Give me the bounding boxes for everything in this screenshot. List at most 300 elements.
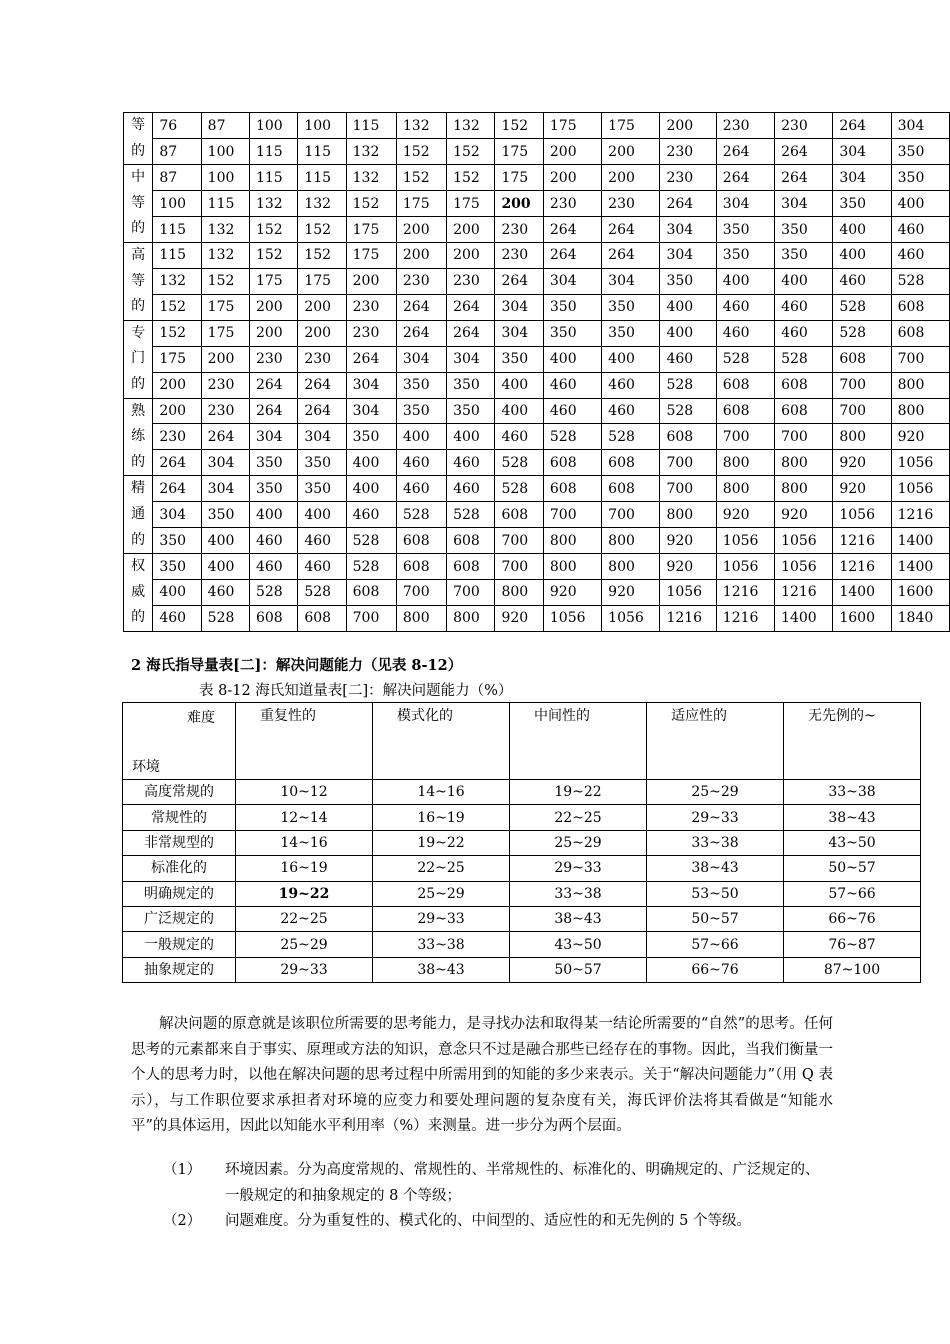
table-cell: 700 — [775, 424, 833, 450]
table-cell: 528 — [660, 372, 716, 398]
table-cell: 152 — [447, 165, 495, 191]
table-row — [123, 780, 921, 805]
table-cell: 1056 — [775, 528, 833, 554]
table-cell: 230 — [346, 320, 396, 346]
table-row — [124, 217, 950, 243]
table-cell: 700 — [543, 502, 601, 528]
table-cell: 175 — [346, 217, 396, 243]
table-cell: 175 — [495, 139, 543, 165]
table-cell: 350 — [447, 372, 495, 398]
level-label-char: 的 — [131, 609, 146, 626]
table-cell: 528 — [833, 320, 891, 346]
table-row — [123, 906, 921, 931]
table-cell: 264 — [833, 113, 891, 139]
table-cell: 22~25 — [510, 805, 647, 830]
table-cell: 230 — [495, 217, 543, 243]
table-cell: 200 — [396, 217, 446, 243]
table-cell: 608 — [602, 450, 660, 476]
table-cell: 800 — [833, 424, 891, 450]
table-cell: 460 — [775, 320, 833, 346]
level-label-char: 权 — [131, 558, 146, 575]
table-cell: 152 — [346, 191, 396, 217]
table-cell: 22~25 — [236, 906, 373, 931]
table-cell: 264 — [447, 320, 495, 346]
table-cell: 200 — [602, 139, 660, 165]
table-row — [124, 554, 950, 580]
table-cell: 400 — [447, 424, 495, 450]
table-cell: 132 — [201, 217, 249, 243]
table-cell: 800 — [543, 528, 601, 554]
table-cell: 460 — [716, 320, 774, 346]
table-cell: 528 — [660, 398, 716, 424]
table-cell: 400 — [602, 346, 660, 372]
table-cell: 350 — [891, 139, 949, 165]
corner-header — [123, 703, 236, 780]
table-cell: 700 — [602, 502, 660, 528]
table-cell: 264 — [775, 165, 833, 191]
table-cell: 800 — [775, 450, 833, 476]
table-cell: 100 — [201, 139, 249, 165]
table-row — [124, 528, 950, 554]
row-label: 高度常规的 — [123, 780, 236, 805]
table-cell: 400 — [775, 268, 833, 294]
table-cell: 304 — [396, 346, 446, 372]
table-row — [124, 476, 950, 502]
table-cell: 29~33 — [373, 906, 510, 931]
table-cell: 175 — [201, 294, 249, 320]
table-cell: 16~19 — [236, 856, 373, 881]
table-cell: 29~33 — [510, 856, 647, 881]
table-cell: 25~29 — [236, 932, 373, 957]
table-cell: 304 — [602, 268, 660, 294]
table-cell: 528 — [716, 346, 774, 372]
level-label-char: 的 — [131, 453, 146, 470]
table-cell: 132 — [201, 242, 249, 268]
table-cell: 115 — [249, 165, 297, 191]
table-cell: 400 — [495, 372, 543, 398]
table-cell: 200 — [447, 217, 495, 243]
table-cell: 22~25 — [373, 856, 510, 881]
level-label-char: 的 — [131, 142, 146, 159]
table-cell: 350 — [153, 528, 201, 554]
table-cell: 350 — [298, 476, 346, 502]
table-cell: 400 — [833, 242, 891, 268]
table-cell: 33~38 — [373, 932, 510, 957]
table-cell: 350 — [495, 346, 543, 372]
table-cell: 460 — [249, 554, 297, 580]
level-label-char: 的 — [131, 298, 146, 315]
table-cell: 115 — [298, 139, 346, 165]
table-cell: 230 — [543, 191, 601, 217]
table-cell: 264 — [543, 217, 601, 243]
table-cell: 175 — [153, 346, 201, 372]
table-cell: 528 — [891, 268, 949, 294]
table-cell: 152 — [447, 139, 495, 165]
table-cell: 800 — [543, 554, 601, 580]
table-cell: 132 — [153, 268, 201, 294]
table-cell: 920 — [833, 450, 891, 476]
table-cell: 350 — [298, 450, 346, 476]
table-cell: 400 — [495, 398, 543, 424]
table-cell: 1216 — [833, 528, 891, 554]
table-cell: 152 — [153, 294, 201, 320]
table-row — [123, 805, 921, 830]
table-cell: 460 — [249, 528, 297, 554]
table-cell: 800 — [660, 502, 716, 528]
table-cell: 152 — [495, 113, 543, 139]
table-cell: 10~12 — [236, 780, 373, 805]
table-cell: 400 — [660, 294, 716, 320]
table-cell: 230 — [346, 294, 396, 320]
table-cell: 350 — [249, 450, 297, 476]
table-cell: 230 — [716, 113, 774, 139]
table-cell: 608 — [833, 346, 891, 372]
table-cell: 528 — [249, 580, 297, 606]
table-cell: 350 — [833, 191, 891, 217]
table-cell: 350 — [249, 476, 297, 502]
table-cell: 304 — [346, 398, 396, 424]
table-cell: 350 — [602, 320, 660, 346]
table-cell: 700 — [447, 580, 495, 606]
level-label-char: 精 — [131, 480, 146, 497]
table-cell: 400 — [543, 346, 601, 372]
table-cell: 200 — [346, 268, 396, 294]
table-cell: 1216 — [660, 605, 716, 631]
table-cell: 1056 — [891, 476, 949, 502]
table-cell: 304 — [201, 476, 249, 502]
table-cell: 115 — [249, 139, 297, 165]
table-cell: 460 — [891, 242, 949, 268]
table-cell: 400 — [298, 502, 346, 528]
table-cell: 920 — [543, 580, 601, 606]
level-label-char: 等 — [131, 272, 146, 289]
table-cell: 230 — [201, 372, 249, 398]
column-header: 无先例的~ — [784, 703, 921, 780]
table-cell: 200 — [543, 139, 601, 165]
table-cell: 132 — [249, 191, 297, 217]
table-cell: 132 — [447, 113, 495, 139]
table-cell: 264 — [298, 398, 346, 424]
table-cell: 304 — [495, 294, 543, 320]
table-cell: 304 — [298, 424, 346, 450]
level-label — [124, 398, 153, 476]
list-text: 环境因素。分为高度常规的、常规性的、半常规性的、标准化的、明确规定的、广泛规定的、一般规定的和抽象规定的 8 个等级； — [225, 1162, 820, 1204]
table-cell: 25~29 — [510, 830, 647, 855]
table-row — [124, 372, 950, 398]
table-cell: 800 — [602, 554, 660, 580]
table-cell: 304 — [833, 165, 891, 191]
table-cell: 16~19 — [373, 805, 510, 830]
row-label: 常规性的 — [123, 805, 236, 830]
table-cell: 87 — [201, 113, 249, 139]
table-cell: 152 — [201, 268, 249, 294]
table-cell: 800 — [396, 605, 446, 631]
table-cell: 800 — [775, 476, 833, 502]
table-cell: 800 — [716, 476, 774, 502]
table-cell: 264 — [396, 320, 446, 346]
table-cell: 175 — [495, 165, 543, 191]
table-cell: 608 — [775, 398, 833, 424]
table-cell: 528 — [346, 554, 396, 580]
table-cell: 350 — [201, 502, 249, 528]
table-cell: 264 — [775, 139, 833, 165]
table-cell: 264 — [602, 217, 660, 243]
table-cell: 460 — [298, 528, 346, 554]
table-cell: 115 — [201, 191, 249, 217]
table-cell: 460 — [346, 502, 396, 528]
table-cell: 1400 — [891, 554, 949, 580]
table-cell: 87 — [153, 165, 201, 191]
table-cell: 264 — [716, 139, 774, 165]
table-row — [124, 502, 950, 528]
table-cell: 700 — [660, 476, 716, 502]
level-label-char: 通 — [131, 505, 146, 522]
table-cell: 350 — [447, 398, 495, 424]
level-label-char: 威 — [131, 583, 146, 600]
table-cell: 608 — [495, 502, 543, 528]
table-cell: 528 — [833, 294, 891, 320]
table-cell: 528 — [602, 424, 660, 450]
level-label — [124, 242, 153, 320]
table-cell: 264 — [543, 242, 601, 268]
table-cell: 400 — [201, 554, 249, 580]
table-cell: 608 — [543, 476, 601, 502]
table-cell: 304 — [249, 424, 297, 450]
table-cell: 460 — [447, 450, 495, 476]
table-cell: 460 — [298, 554, 346, 580]
table-cell: 400 — [833, 217, 891, 243]
table-cell: 230 — [660, 165, 716, 191]
table-cell: 76~87 — [784, 932, 921, 957]
table-cell: 264 — [298, 372, 346, 398]
table-cell: 528 — [396, 502, 446, 528]
column-header: 中间性的 — [510, 703, 647, 780]
table-cell: 608 — [891, 320, 949, 346]
table-cell: 800 — [495, 580, 543, 606]
table-row — [124, 139, 950, 165]
table-cell: 19~22 — [373, 830, 510, 855]
table-cell: 528 — [447, 502, 495, 528]
table-cell: 152 — [249, 242, 297, 268]
table-cell: 25~29 — [647, 780, 784, 805]
table-cell: 528 — [543, 424, 601, 450]
table-cell: 608 — [716, 398, 774, 424]
table-cell: 460 — [660, 346, 716, 372]
table-cell: 230 — [396, 268, 446, 294]
table-cell: 920 — [891, 424, 949, 450]
table-cell: 1056 — [833, 502, 891, 528]
level-label-char: 的 — [131, 531, 146, 548]
table-cell: 264 — [346, 346, 396, 372]
table-row — [123, 932, 921, 957]
table-cell: 50~57 — [784, 856, 921, 881]
table-cell: 920 — [660, 554, 716, 580]
table-cell: 1056 — [543, 605, 601, 631]
table-cell: 920 — [602, 580, 660, 606]
table-cell: 608 — [447, 554, 495, 580]
table-cell: 115 — [346, 113, 396, 139]
corner-environment-label: 环境 — [132, 759, 160, 775]
table-cell: 460 — [543, 372, 601, 398]
table-row — [123, 830, 921, 855]
table-cell: 1400 — [891, 528, 949, 554]
table-caption: 表 8-12 海氏知道量表[二]：解决问题能力（%） — [199, 683, 513, 699]
level-label-char: 等 — [131, 194, 146, 211]
table-cell: 38~43 — [373, 957, 510, 982]
table-cell: 175 — [249, 268, 297, 294]
table-cell: 920 — [495, 605, 543, 631]
table-cell: 230 — [447, 268, 495, 294]
table-cell: 608 — [602, 476, 660, 502]
list-number: （2） — [163, 1213, 202, 1229]
table-cell: 1216 — [775, 580, 833, 606]
table-cell: 304 — [153, 502, 201, 528]
table-cell: 152 — [153, 320, 201, 346]
table-cell: 200 — [602, 165, 660, 191]
table-cell: 66~76 — [647, 957, 784, 982]
table-cell: 264 — [602, 242, 660, 268]
table-cell: 14~16 — [373, 780, 510, 805]
table-cell: 350 — [660, 268, 716, 294]
table-cell: 304 — [495, 320, 543, 346]
table-cell: 66~76 — [784, 906, 921, 931]
table-cell: 608 — [716, 372, 774, 398]
table-cell: 1216 — [833, 554, 891, 580]
table-cell: 230 — [660, 139, 716, 165]
table-cell: 700 — [495, 554, 543, 580]
table-cell: 1400 — [833, 580, 891, 606]
table-cell: 460 — [833, 268, 891, 294]
table-cell: 400 — [346, 450, 396, 476]
table-cell: 700 — [660, 450, 716, 476]
level-label — [124, 165, 153, 243]
table-cell: 304 — [775, 191, 833, 217]
table-cell: 608 — [249, 605, 297, 631]
table-cell: 700 — [833, 372, 891, 398]
table-cell: 200 — [249, 320, 297, 346]
table-cell: 200 — [201, 346, 249, 372]
corner-difficulty-label: 难度 — [187, 710, 215, 726]
table-cell: 25~29 — [373, 881, 510, 906]
table-cell: 304 — [447, 346, 495, 372]
table-header-row — [123, 703, 921, 780]
table-row — [124, 268, 950, 294]
table-row — [124, 113, 950, 139]
table-cell: 304 — [201, 450, 249, 476]
table-cell: 175 — [602, 113, 660, 139]
table-cell: 460 — [396, 450, 446, 476]
table-row — [124, 165, 950, 191]
table-cell: 608 — [775, 372, 833, 398]
level-label-char: 门 — [131, 350, 146, 367]
table-cell: 43~50 — [510, 932, 647, 957]
table-cell: 700 — [716, 424, 774, 450]
table-cell: 38~43 — [510, 906, 647, 931]
table-cell: 608 — [660, 424, 716, 450]
table-cell: 608 — [396, 554, 446, 580]
table-cell: 350 — [346, 424, 396, 450]
table-cell: 1840 — [891, 605, 949, 631]
table-cell: 264 — [201, 424, 249, 450]
list-text: 问题难度。分为重复性的、模式化的、中间型的、适应性的和无先例的 5 个等级。 — [225, 1213, 751, 1229]
table-cell: 1600 — [833, 605, 891, 631]
row-label: 一般规定的 — [123, 932, 236, 957]
table-cell: 350 — [543, 294, 601, 320]
table-cell: 264 — [495, 268, 543, 294]
table-cell: 1216 — [716, 605, 774, 631]
level-label-char: 的 — [131, 220, 146, 237]
problem-solving-table — [122, 702, 921, 983]
table-cell: 230 — [602, 191, 660, 217]
table-cell: 460 — [543, 398, 601, 424]
table-cell: 304 — [660, 242, 716, 268]
table-cell: 460 — [495, 424, 543, 450]
table-cell: 400 — [201, 528, 249, 554]
table-cell: 920 — [775, 502, 833, 528]
table-cell: 304 — [660, 217, 716, 243]
table-cell: 350 — [602, 294, 660, 320]
table-cell: 1216 — [891, 502, 949, 528]
table-cell: 33~38 — [647, 830, 784, 855]
table-cell: 528 — [298, 580, 346, 606]
table-cell: 528 — [346, 528, 396, 554]
table-cell: 460 — [602, 372, 660, 398]
table-row — [124, 320, 950, 346]
row-label: 明确规定的 — [123, 881, 236, 906]
table-cell: 528 — [495, 476, 543, 502]
table-cell: 350 — [775, 242, 833, 268]
table-cell: 400 — [891, 191, 949, 217]
table-cell: 350 — [396, 398, 446, 424]
table-cell: 200 — [153, 372, 201, 398]
table-cell: 700 — [833, 398, 891, 424]
table-cell: 200 — [447, 242, 495, 268]
level-label-char: 的 — [131, 375, 146, 392]
table-row — [124, 294, 950, 320]
table-cell: 152 — [249, 217, 297, 243]
table-cell: 152 — [396, 165, 446, 191]
table-row — [123, 881, 921, 906]
table-cell: 1056 — [660, 580, 716, 606]
table-cell: 230 — [249, 346, 297, 372]
table-cell: 1056 — [602, 605, 660, 631]
table-row — [124, 346, 950, 372]
table-cell: 920 — [660, 528, 716, 554]
table-cell: 43~50 — [784, 830, 921, 855]
table-row — [123, 856, 921, 881]
table-cell: 132 — [346, 139, 396, 165]
table-cell: 200 — [153, 398, 201, 424]
table-cell: 800 — [891, 398, 949, 424]
table-cell: 200 — [660, 113, 716, 139]
table-cell: 700 — [346, 605, 396, 631]
level-label-char: 等 — [131, 117, 146, 133]
table-cell: 175 — [447, 191, 495, 217]
level-label-char: 高 — [131, 246, 146, 263]
table-cell: 460 — [716, 294, 774, 320]
table-cell: 700 — [396, 580, 446, 606]
table-row — [124, 580, 950, 606]
table-cell: 100 — [249, 113, 297, 139]
table-cell: 304 — [833, 139, 891, 165]
table-cell: 800 — [891, 372, 949, 398]
table-row — [124, 191, 950, 217]
table-cell: 175 — [346, 242, 396, 268]
table-cell: 200 — [543, 165, 601, 191]
table-row — [124, 424, 950, 450]
table-cell: 57~66 — [784, 881, 921, 906]
table-cell: 87~100 — [784, 957, 921, 982]
